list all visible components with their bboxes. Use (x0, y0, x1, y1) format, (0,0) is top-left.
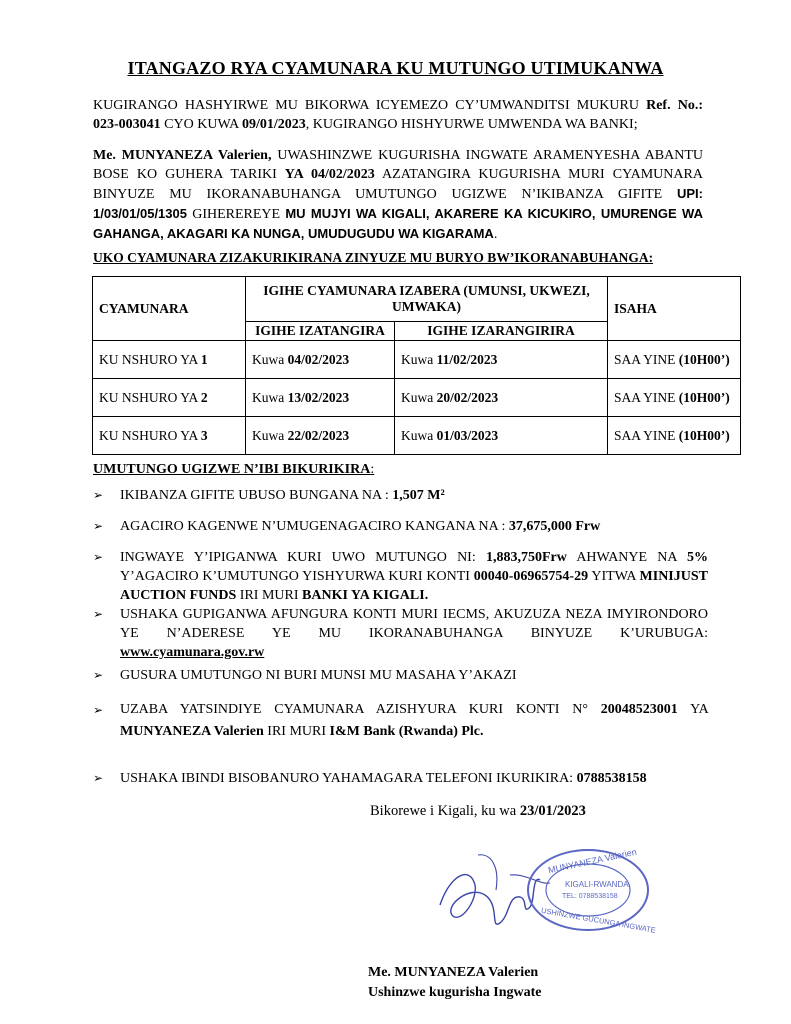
intro-text-3: , KUGIRANGO HISHYURWE UMWENDA WA BANKI; (305, 117, 638, 132)
stamp-tel-text: TEL: 0788538158 (562, 893, 618, 900)
notice-text-3: GIHEREREYE (186, 207, 286, 222)
arrow-bullet-icon: ➢ (93, 607, 104, 621)
signatory-name: Me. MUNYANEZA Valerien (368, 965, 539, 980)
signature-and-stamp (430, 835, 660, 945)
auction-schedule-table (92, 276, 741, 455)
intro-text-1: KUGIRANGO HASHYIRWE MU BIKORWA ICYEMEZO CY’UMWANDITSI MUKURU (93, 98, 647, 113)
notice-end: . (493, 227, 498, 242)
property-location: MU MUJYI WA KIGALI, AKARERE KA KICUKIRO, UMURENGE WA GAHANGA, AKAGARI KA NUNGA, UMUDUGUDU WA KIGARAMA (93, 206, 703, 241)
stamp-mid-text: KIGALI-RWANDA (565, 880, 629, 889)
signature-stroke (440, 875, 540, 925)
schedule-heading: UKO CYAMUNARA ZIZAKURIKIRANA ZINYUZE MU BURYO BW’IKORANABUHANGA: (93, 250, 654, 265)
arrow-bullet-icon: ➢ (93, 668, 104, 682)
row-end: Kuwa 01/03/2023 (395, 417, 608, 455)
ref-date: 09/01/2023 (241, 117, 306, 132)
row-start: Kuwa 04/02/2023 (246, 341, 395, 379)
list-item: ➢ GUSURA UMUTUNGO NI BURI MUNSI MU MASAHA Y’AKAZI (93, 668, 517, 683)
website-link[interactable]: www.cyamunara.gov.rw (120, 645, 265, 660)
row-time: SAA YINE (10H00’) (608, 379, 741, 417)
document-title: ITANGAZO RYA CYAMUNARA KU MUTUNGO UTIMUKANWA (127, 58, 664, 78)
table-row (93, 379, 741, 417)
signatory-block (368, 963, 541, 1003)
upi-number: UPI: 1/03/01/05/1305 (93, 186, 703, 221)
list-item: ➢ USHAKA GUPIGANWA AFUNGURA KONTI MURI IECMS, AKUZUZA NEZA IMYIRONDORO YE N’ADERESE YE MU IKORANABUHANGA BINYUZE K’URUBUGA: www.cyamunara.gov.rw (93, 607, 708, 660)
arrow-bullet-icon: ➢ (93, 771, 104, 785)
issue-date-line: Bikorewe i Kigali, ku wa 23/01/2023 (370, 803, 586, 819)
header-period: IGIHE CYAMUNARA IZABERA (UMUNSI, UKWEZI, UMWAKA) (246, 277, 608, 322)
row-start: Kuwa 22/02/2023 (246, 417, 395, 455)
header-auction: CYAMUNARA (93, 277, 246, 341)
table-header-row (93, 277, 741, 322)
row-start: Kuwa 13/02/2023 (246, 379, 395, 417)
row-time: SAA YINE (10H00’) (608, 341, 741, 379)
list-item: ➢ IKIBANZA GIFITE UBUSO BUNGANA NA : 1,507 M² (93, 488, 445, 503)
row-label: KU NSHURO YA 1 (93, 341, 246, 379)
property-list (93, 486, 708, 788)
intro-paragraph (93, 96, 703, 134)
notice-text-1: UWASHINZWE KUGURISHA INGWATE ARAMENYESHA ABANTU BOSE KO GUHERA TARIKI (93, 148, 704, 182)
list-item: ➢ INGWAYE Y’IPIGANWA KURI UWO MUTUNGO NI: 1,883,750Frw AHWANYE NA 5% Y’AGACIRO K’UMUTUNGO YISHYURWA KURI KONTI 00040-06965754-29 YITWA MINIJUST AUCTION FUNDS IRI MURI BANKI YA KIGALI. (93, 550, 708, 603)
row-end: Kuwa 20/02/2023 (395, 379, 608, 417)
arrow-bullet-icon: ➢ (93, 519, 104, 533)
ref-number: Ref. No.: 023-003041 (93, 98, 703, 132)
list-item: ➢ UZABA YATSINDIYE CYAMUNARA AZISHYURA KURI KONTI N° 20048523001 YA MUNYANEZA Valerien IRI MURI I&M Bank (Rwanda) Plc. (93, 699, 708, 743)
row-time: SAA YINE (10H00’) (608, 417, 741, 455)
start-date: YA 04/02/2023 (284, 167, 375, 182)
signature-stroke-2 (478, 855, 550, 890)
intro-text-2: CYO KUWA (160, 117, 242, 132)
notice-text-2: AZATANGIRA KUGURISHA MURI CYAMUNARA BINYUZE MU IKORANABUHANGA UMUTUNGO UGIZWE N’IKIBANZA GIFITE (93, 167, 703, 202)
agent-name: Me. MUNYANEZA Valerien, (93, 148, 272, 163)
arrow-bullet-icon: ➢ (93, 488, 104, 502)
signatory-role: Ushinzwe kugurisha Ingwate (368, 985, 542, 1000)
list-item: ➢ USHAKA IBINDI BISOBANURO YAHAMAGARA TELEFONI IKURIKIRA: 0788538158 (93, 771, 647, 786)
property-heading: UMUTUNGO UGIZWE N’IBI BIKURIKIRA: (93, 462, 375, 477)
notice-paragraph (93, 146, 703, 244)
header-start: IGIHE IZATANGIRA (246, 322, 395, 341)
row-end: Kuwa 11/02/2023 (395, 341, 608, 379)
row-label: KU NSHURO YA 3 (93, 417, 246, 455)
list-item: ➢ AGACIRO KAGENWE N’UMUGENAGACIRO KANGANA NA : 37,675,000 Frw (93, 519, 601, 534)
arrow-bullet-icon: ➢ (93, 550, 104, 564)
table-row (93, 417, 741, 455)
row-label: KU NSHURO YA 2 (93, 379, 246, 417)
stamp-top-text: MUNYANEZA Valerien (547, 846, 638, 876)
table-row (93, 341, 741, 379)
arrow-bullet-icon: ➢ (93, 703, 104, 717)
header-end: IGIHE IZARANGIRIRA (395, 322, 608, 341)
stamp-bottom-text: USHINZWE GUCUNGA INGWATE (540, 905, 657, 935)
header-time: ISAHA (608, 277, 741, 341)
